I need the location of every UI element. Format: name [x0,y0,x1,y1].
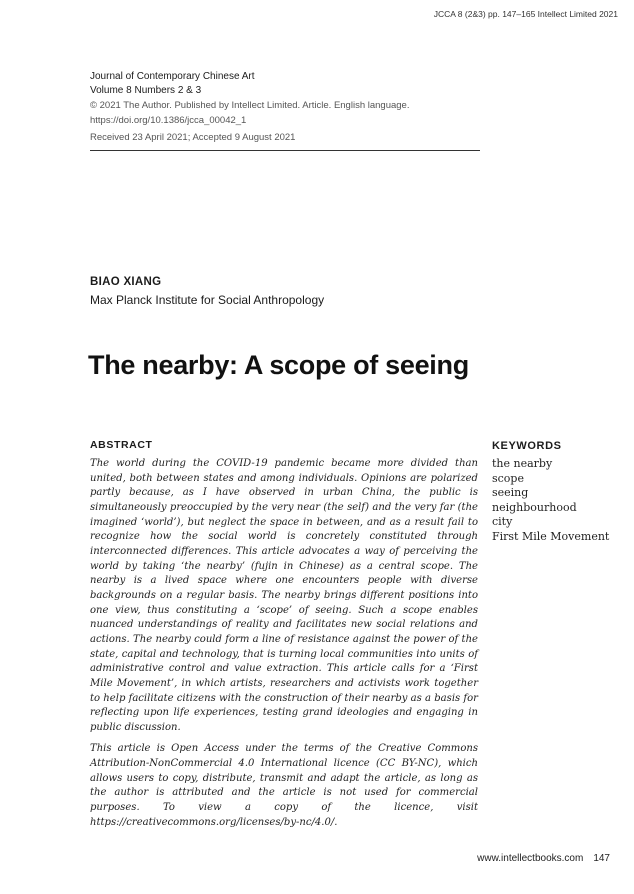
abstract-text: The world during the COVID-19 pandemic became more divided than united, both between states and among individuals. Opinions are polarized partly because, as I have observed in urban China, the public is simultaneously preoccupied by the very near (the self) and the very far (the imagined ‘world’), but neglect the space in between, and as a result fail to recognize how the social world is concretely constituted through interconnected differences. This article advocates a way of perceiving the world by taking ‘the nearby’ (fujin in Chinese) as a central scope. The nearby is a lived space where one encounters people with diverse backgrounds on a regular basis. The nearby brings different positions into one view, thus constituting a ‘scope’ of seeing. Such a scope enables nuanced understandings of reality and facilitates new social relations and actions. The nearby could form a line of resistance against the power of the state, capital and technology, that is turning local communities into units of administrative control and value extraction. This article calls for a ‘First Mile Movement’, in which artists, researchers and activists work together to help facilitate citizens with the construction of their nearby as a basis for reflecting upon life experiences, testing grand ideologies and engaging in public discussion. [90,458,478,733]
keywords-heading: KEYWORDS [492,440,562,452]
keyword-item: seeing [492,486,529,500]
abstract-heading: ABSTRACT [90,439,153,451]
journal-volume: Volume 8 Numbers 2 & 3 [90,85,202,96]
article-title: The nearby: A scope of seeing [88,350,469,380]
page-footer [477,853,610,864]
journal-info [90,70,480,145]
received-accepted-dates: Received 23 April 2021; Accepted 9 August 2021 [90,132,296,143]
keyword-item: city [492,515,513,529]
journal-name: Journal of Contemporary Chinese Art [90,71,255,82]
author-name: BIAO XIANG [90,276,162,288]
keyword-item: First Mile Movement [492,529,610,543]
header-divider [90,150,480,151]
keywords-list [492,457,609,545]
page-number: 147 [593,853,610,864]
running-head: JCCA 8 (2&3) pp. 147–165 Intellect Limited 2021 [433,9,618,19]
keyword-item: scope [492,471,524,485]
publisher-website-link[interactable]: www.intellectbooks.com [477,853,584,864]
keyword-item: the nearby [492,457,553,470]
keyword-item: neighbourhood [492,500,577,514]
doi-link[interactable]: https://doi.org/10.1386/jcca_00042_1 [90,115,247,126]
author-affiliation: Max Planck Institute for Social Anthropology [90,293,325,307]
copyright-line: © 2021 The Author. Published by Intellect Limited. Article. English language. [90,100,410,111]
open-access-license-text: This article is Open Access under the terms of the Creative Commons Attribution-NonCommercial 4.0 International licence (CC BY-NC), which allows users to copy, distribute, transmit and adapt the article, as long as the author is attributed and the article is not used for commercial purposes. To view a copy of the licence, visit https://creativecommons.org/licenses/by-nc/4.0/. [90,743,478,828]
